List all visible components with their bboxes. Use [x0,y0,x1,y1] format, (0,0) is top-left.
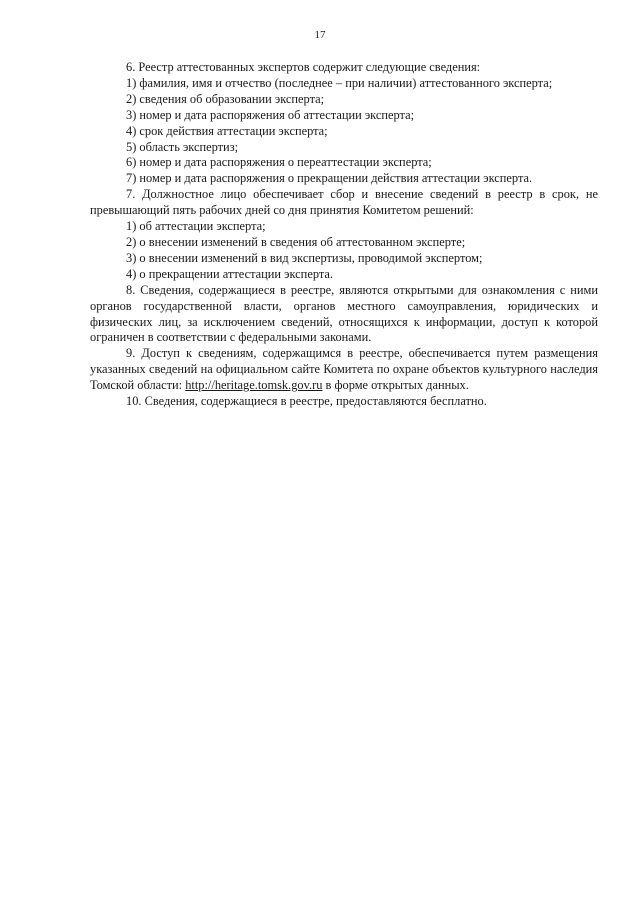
paragraph: 6. Реестр аттестованных экспертов содержит следующие сведения: [126,60,481,74]
list-item: 6) номер и дата распоряжения о переаттестации эксперта; [126,155,432,170]
list-item: 4) о прекращении аттестации эксперта. [126,266,334,281]
list-item: 2) о внесении изменений в сведения об аттестованном эксперте; [126,234,466,249]
website-link[interactable]: http://heritage.tomsk.gov.ru [185,378,323,393]
list-item: 3) о внесении изменений в вид экспертизы, проводимой экспертом; [126,250,483,265]
list-item: 5) область экспертиз; [126,139,239,154]
paragraph-text: в форме открытых данных. [322,378,469,393]
list-item: 4) срок действия аттестации эксперта; [126,123,328,138]
list-item: 3) номер и дата распоряжения об аттестации эксперта; [126,107,415,122]
document-body [90,60,598,410]
paragraph: 8. Сведения, содержащиеся в реестре, являются открытыми для ознакомления с ними органов государственной власти, органов местного самоуправления, юридических и физических лиц, за исключением сведений, относящихся к информации, доступ к которой ограничен в соответствии с федеральными законами. [90,282,598,345]
paragraph: 7. Должностное лицо обеспечивает сбор и внесение сведений в реестр в срок, не превышающий пять рабочих дней со дня принятия Комитетом решений: [90,187,598,218]
paragraph: 10. Сведения, содержащиеся в реестре, предоставляются бесплатно. [126,394,487,409]
list-item: 1) фамилия, имя и отчество (последнее – при наличии) аттестованного эксперта; [126,75,553,90]
list-item: 2) сведения об образовании эксперта; [126,91,325,106]
list-item: 1) об аттестации эксперта; [126,219,266,234]
page-number: 17 [314,29,326,41]
list-item: 7) номер и дата распоряжения о прекращении действия аттестации эксперта. [126,171,533,186]
paragraph-text: 9. Доступ к сведениям, содержащимся в реестре, обеспечивается путем размещения указанных сведений на официальном сайте Комитета по охране объектов культурного наследия Томской области: [90,346,598,393]
paragraph-with-link [90,346,598,394]
